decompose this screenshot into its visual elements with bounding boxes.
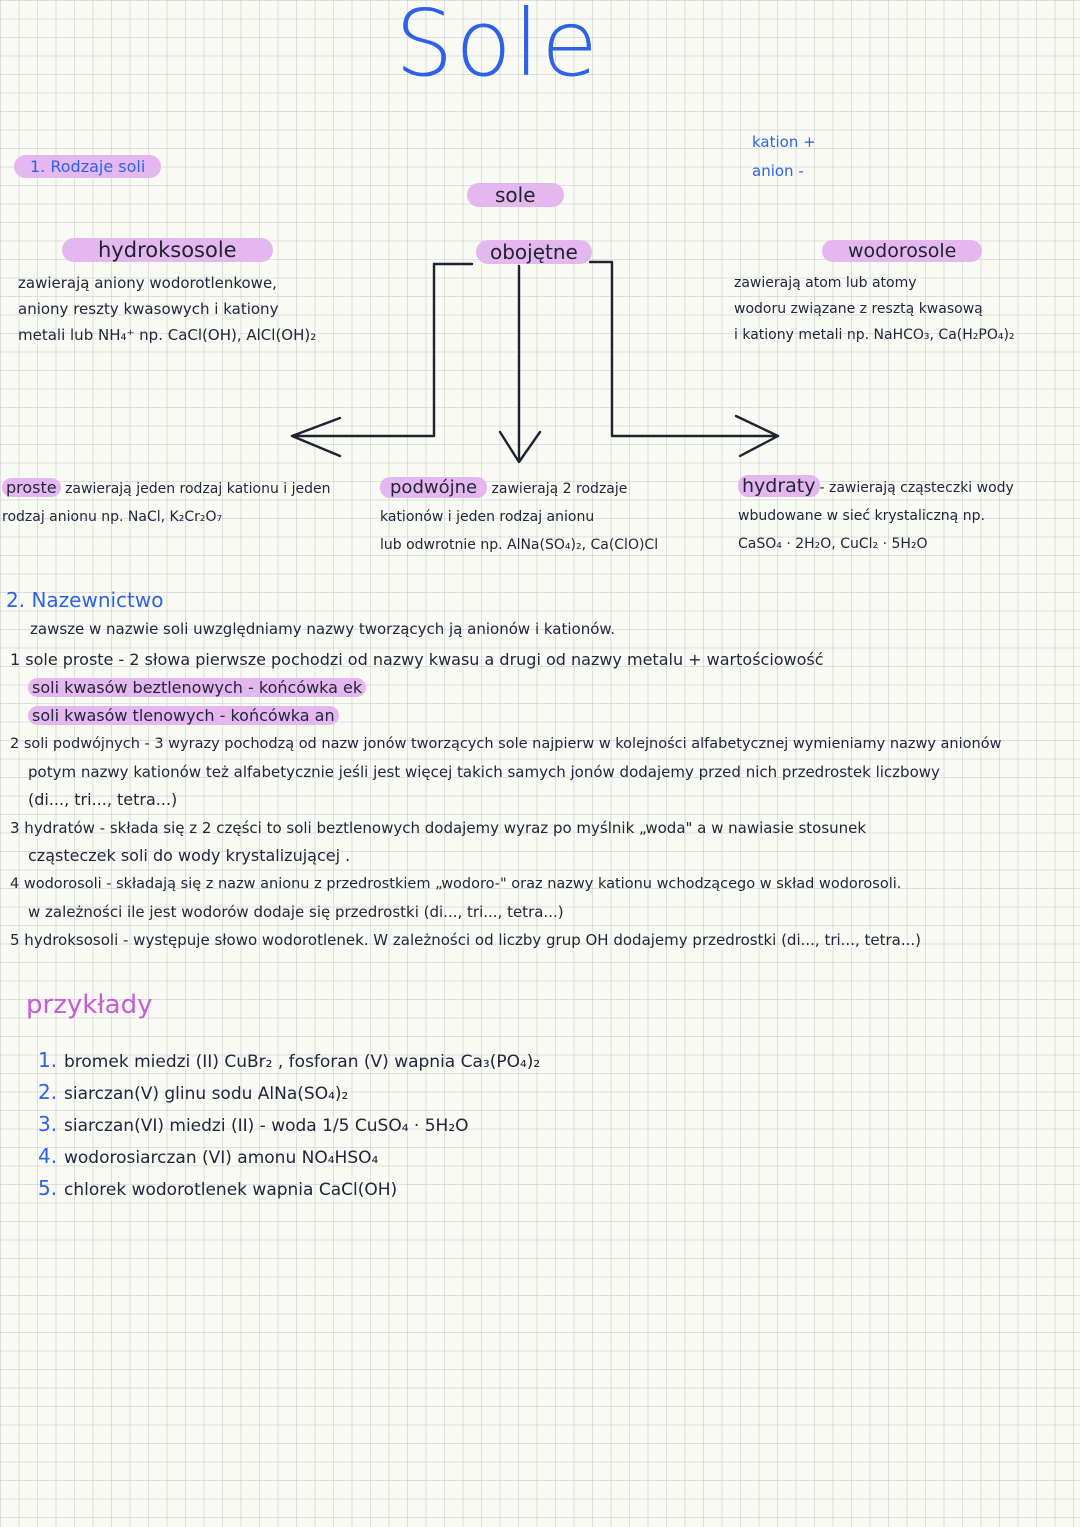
node-hydroksosole: hydroksosole [62,238,273,262]
desc-line: - zawierają cząsteczki wody [819,480,1014,496]
rule-line: cząsteczek soli do wody krystalizującej . [28,846,351,865]
desc-line: rodzaj anionu np. NaCl, K₂Cr₂O₇ [2,509,223,525]
node-proste: proste [2,478,61,497]
wodorosole-description [734,270,1074,348]
rule-line: soli kwasów tlenowych - końcówka an [10,702,1070,730]
desc-line: kationów i jeden rodzaj anionu [380,509,595,525]
example-item: 4. wodorosiarczan (VI) amonu NO₄HSO₄ [38,1144,379,1168]
rule-line: (di..., tri..., tetra...) [28,790,178,809]
desc-line: zawierają atom lub atomy [734,275,917,291]
type-proste [2,474,362,531]
node-obojetne: obojętne [476,240,592,264]
examples-list [38,1045,540,1205]
example-item: 2. siarczan(V) glinu sodu AlNa(SO₄)₂ [38,1080,349,1104]
hydroksosole-description [18,270,378,348]
example-item: 1. bromek miedzi (II) CuBr₂ , fosforan (V) wapnia Ca₃(PO₄)₂ [38,1048,541,1072]
type-podwojne [380,474,710,559]
desc-line: i kationy metali np. NaHCO₃, Ca(H₂PO₄)₂ [734,327,1015,343]
node-hydraty: hydraty [738,475,820,497]
section-heading-types: 1. Rodzaje soli [14,155,161,178]
desc-line: zawierają jeden rodzaj kationu i jeden [65,481,331,497]
desc-line: metali lub NH₄⁺ np. CaCl(OH), AlCl(OH)₂ [18,326,317,344]
rule-line: 5 hydroksosoli - występuje słowo wodorotlenek. W zależności od liczby grup OH dodajemy przedrostki (di..., tri..., tetra...) [10,931,922,949]
section-heading-naming: 2. Nazewnictwo [6,588,164,612]
node-podwojne: podwójne [380,477,487,498]
arrow-down [500,266,540,462]
node-sole: sole [467,183,564,207]
desc-line: zawierają 2 rodzaje [491,481,628,497]
rule-line: 3 hydratów - składa się z 2 części to soli beztlenowych dodajemy wyraz po myślnik „woda" a w nawiasie stosunek [10,819,867,837]
desc-line: zawierają aniony wodorotlenkowe, [18,274,277,292]
examples-heading: przykłady [26,990,153,1020]
desc-line: wodoru związane z resztą kwasową [734,301,983,317]
desc-line: lub odwrotnie np. AlNa(SO₄)₂, Ca(ClO)Cl [380,537,659,553]
rule-line: 4 wodorosoli - składają się z nazw anionu z przedrostkiem „wodoro-" oraz nazwy kationu wchodzącego w skład wodorosoli. [10,876,902,892]
legend-cation: kation + [752,133,816,151]
desc-line: aniony reszty kwasowych i kationy [18,300,279,318]
node-wodorosole: wodorosole [822,240,982,262]
page-title: Sole [395,0,600,97]
naming-rules [10,646,1070,954]
naming-intro: zawsze w nazwie soli uwzględniamy nazwy tworzących ją anionów i kationów. [30,620,616,638]
rule-line: w zależności ile jest wodorów dodaje się przedrostki (di..., tri..., tetra...) [28,903,564,921]
rule-line: 2 soli podwójnych - 3 wyrazy pochodzą od nazw jonów tworzących sole najpierw w kolejności alfabetycznej wymieniamy nazwy anionów [10,736,1002,752]
example-item: 3. siarczan(VI) miedzi (II) - woda 1/5 CuSO₄ · 5H₂O [38,1112,469,1136]
desc-line: CaSO₄ · 2H₂O, CuCl₂ · 5H₂O [738,536,928,552]
type-hydraty [738,472,1068,558]
rule-line: soli kwasów beztlenowych - końcówka ek [10,674,1070,702]
example-item: 5. chlorek wodorotlenek wapnia CaCl(OH) [38,1176,398,1200]
rule-line: 1 sole proste - 2 słowa pierwsze pochodzi od nazwy kwasu a drugi od nazwy metalu + wartościowość [10,650,824,669]
desc-line: wbudowane w sieć krystaliczną np. [738,508,985,524]
legend-anion: anion - [752,162,804,180]
rule-line: potym nazwy kationów też alfabetycznie jeśli jest więcej takich samych jonów dodajemy przed nich przedrostek liczbowy [28,763,940,781]
